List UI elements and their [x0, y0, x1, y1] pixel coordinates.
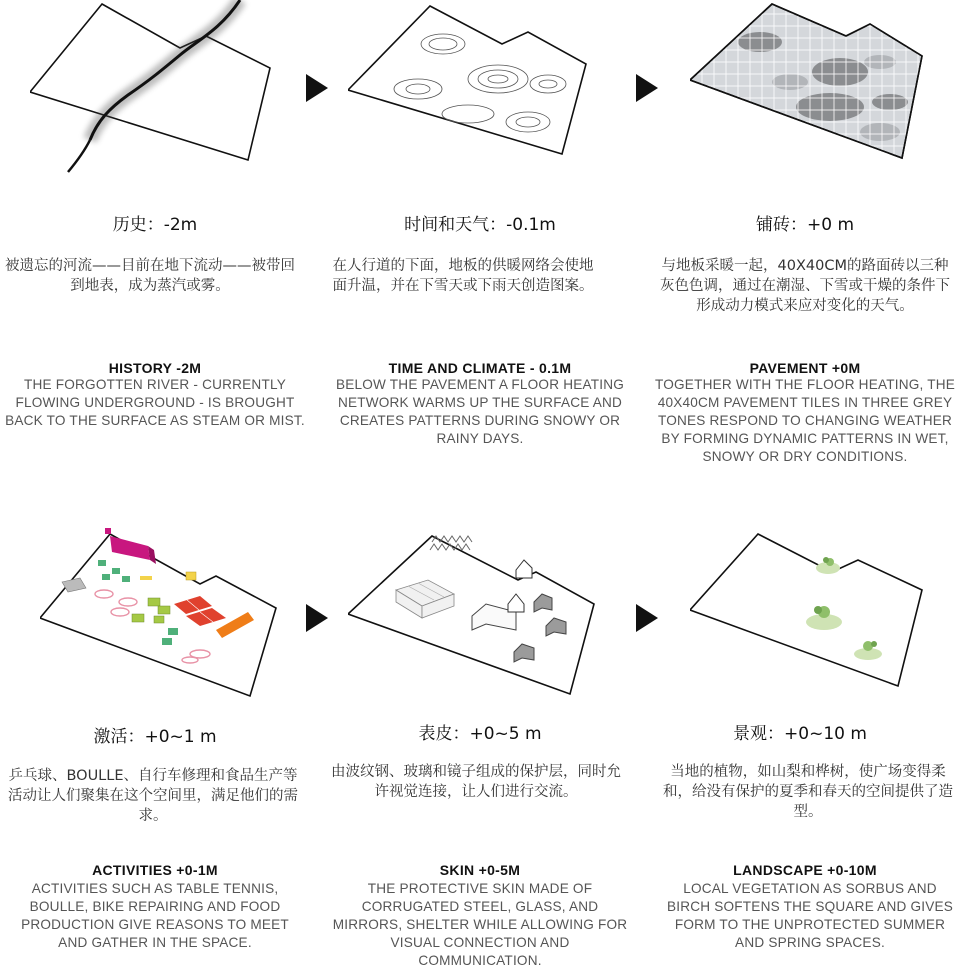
panel-1-en-body: THE FORGOTTEN RIVER - CURRENTLY FLOWING UNDERGROUND - IS BROUGHT BACK TO THE SURFACE AS STEAM OR MIST. — [5, 377, 305, 428]
skin-diagram — [348, 522, 608, 712]
panel-2-en-body: BELOW THE PAVEMENT A FLOOR HEATING NETWORK WARMS UP THE SURFACE AND CREATES PATTERNS DURING SNOWY OR RAINY DAYS. — [335, 377, 625, 446]
panel-1-en-title: HISTORY -2M — [108, 360, 202, 376]
panel-6-zh-body: 当地的植物，如山梨和桦树，使广场变得柔和，给没有保护的夏季和春天的空间提供了造型。 — [663, 764, 953, 820]
landscape-diagram — [690, 530, 930, 690]
panel-3-zh-body: 与地板采暖一起，40X40CM的路面砖以三种灰色色调，通过在潮湿、下雪或干燥的条件下形成动力模式来应对变化的天气。 — [660, 258, 950, 314]
arrow-right-icon — [306, 74, 328, 102]
panel-4-en-body: ACTIVITIES SUCH AS TABLE TENNIS, BOULLE, BIKE REPAIRING AND FOOD PRODUCTION GIVE REASONS TO MEET AND GATHER IN THE SPACE. — [21, 881, 289, 950]
climate-diagram — [348, 4, 608, 164]
panel-3-en-body: TOGETHER WITH THE FLOOR HEATING, THE 40X40CM PAVEMENT TILES IN THREE GREY TONES RESPOND TO CHANGING WEATHER BY FORMING DYNAMIC PATTERNS IN WET, SNOWY OR DRY CONDITIONS. — [655, 377, 955, 464]
arrow-right-icon — [306, 604, 328, 632]
panel-3-zh-title: 铺砖：+0 m — [755, 215, 855, 235]
panel-4-en-title: ACTIVITIES +0-1M — [92, 862, 218, 878]
panel-5-en-title: SKIN +0-5M — [439, 862, 521, 878]
pavement-diagram — [690, 2, 930, 162]
history-diagram — [30, 0, 290, 180]
panel-1-zh-title: 历史：-2m — [112, 215, 198, 235]
arrow-right-icon — [636, 74, 658, 102]
panel-4-zh-body: 乒乓球、BOULLE、自行车修理和食品生产等活动让人们聚集在这个空间里，满足他们的需求。 — [8, 768, 298, 824]
panel-2-zh-title: 时间和天气：-0.1m — [404, 215, 556, 235]
panel-3-en-title: PAVEMENT +0M — [749, 360, 861, 376]
panel-6-en-title: LANDSCAPE +0-10M — [733, 862, 877, 878]
panel-2-en-title: TIME AND CLIMATE - 0.1M — [388, 360, 572, 376]
panel-5-zh-body: 由波纹钢、玻璃和镜子组成的保护层，同时允许视觉连接，让人们进行交流。 — [331, 764, 621, 800]
panel-1-zh-body: 被遗忘的河流——目前在地下流动——被带回到地表，成为蒸汽或雾。 — [5, 258, 295, 294]
panel-6-zh-title: 景观：+0~10 m — [733, 724, 867, 744]
panel-5-en-body: THE PROTECTIVE SKIN MADE OF CORRUGATED STEEL, GLASS, AND MIRRORS, SHELTER WHILE ALLOWING FOR VISUAL CONNECTION AND COMMUNICATION. — [332, 881, 628, 968]
panel-5-zh-title: 表皮：+0~5 m — [418, 724, 542, 744]
arrow-right-icon — [636, 604, 658, 632]
activities-diagram — [40, 520, 280, 710]
panel-2-zh-body: 在人行道的下面，地板的供暖网络会使地面升温，并在下雪天或下雨天创造图案。 — [332, 258, 594, 294]
panel-4-zh-title: 激活：+0~1 m — [93, 727, 217, 747]
panel-6-en-body: LOCAL VEGETATION AS SORBUS AND BIRCH SOFTENS THE SQUARE AND GIVES FORM TO THE UNPROTECTED SUMMER AND SPRING SPACES. — [666, 881, 954, 950]
